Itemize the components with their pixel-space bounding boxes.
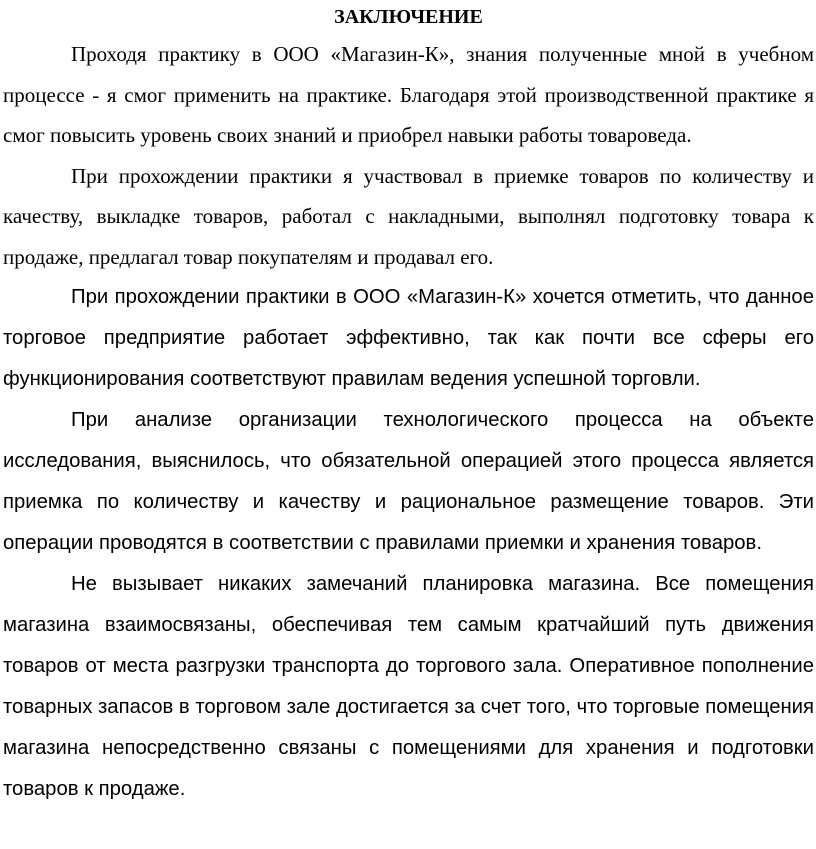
document-title: ЗАКЛЮЧЕНИЕ xyxy=(334,6,483,28)
paragraph-1: Проходя практику в ООО «Магазин-К», знания полученные мной в учебном процессе - я смог применить на практике. Благодаря этой производственной практике я смог повысить уровень своих знаний и приобрел навыки работы товароведа. xyxy=(3,42,814,147)
paragraph-4: При анализе организации технологического процесса на объекте исследования, выяснилось, что обязательной операцией этого процесса является приемка по количеству и качеству и рациональное размещение товаров. Эти операции проводятся в соответствии с правилами приемки и хранения товаров. xyxy=(3,409,814,554)
paragraph-5: Не вызывает никаких замечаний планировка магазина. Все помещения магазина взаимосвязаны, обеспечивая тем самым кратчайший путь движения товаров от места разгрузки транспорта до торгового зала. Оперативное пополнение товарных запасов в торговом зале достигается за счет того, что торговые помещения магазина непосредственно связаны с помещениями для хранения и подготовки товаров к продаже. xyxy=(3,573,814,800)
paragraph-3: При прохождении практики в ООО «Магазин-К» хочется отметить, что данное торговое предприятие работает эффективно, так как почти все сферы его функционирования соответствуют правилам ведения успешной торговли. xyxy=(3,286,814,390)
paragraph-2: При прохождении практики я участвовал в приемке товаров по количеству и качеству, выкладке товаров, работал с накладными, выполнял подготовку товара к продаже, предлагал товар покупателям и продавал его. xyxy=(3,163,814,269)
